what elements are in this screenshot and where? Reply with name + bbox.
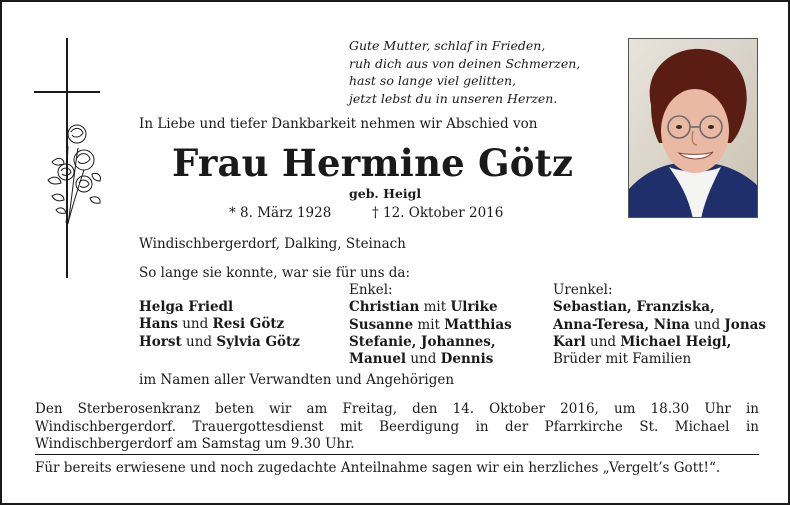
joiner: und [406, 351, 441, 368]
maiden-name: geb. Heigl [349, 186, 422, 201]
list-item [349, 317, 512, 334]
list-item [349, 334, 512, 351]
grandchildren-list [349, 282, 512, 368]
poem-line: jetzt lebst du in unseren Herzen. [349, 90, 558, 106]
cross-with-roses-icon [32, 38, 132, 280]
child-name: Helga Friedl [139, 299, 234, 315]
joiner: mit [413, 316, 445, 333]
closing-family-line: im Namen aller Verwandten und Angehörigen [139, 372, 455, 388]
partner-name: Dennis [440, 351, 494, 368]
deceased-name: Frau Hermine Götz [172, 141, 574, 185]
partner-name: Sylvia Götz [216, 333, 300, 350]
family-intro: So lange sie konnte, war sie für uns da: [139, 265, 411, 281]
places: Windischbergerdorf, Dalking, Steinach [139, 236, 406, 252]
partner-name: Jonas [724, 316, 766, 333]
poem-line: hast so lange viel gelitten, [349, 73, 516, 88]
great-grandchild-name: Karl [553, 333, 586, 350]
thanks-text: Für bereits erwiesene und noch zugedachte Anteilnahme sagen wir ein herzliches „Vergelt’s Gott!“. [35, 460, 721, 476]
list-item [553, 334, 766, 351]
poem-line: ruh dich aus von deinen Schmerzen, [349, 55, 581, 71]
joiner: und [689, 316, 725, 333]
list-heading: Urenkel: [553, 282, 613, 298]
siblings-line: Brüder mit Familien [553, 351, 692, 368]
joiner: mit [419, 299, 451, 316]
list-item [553, 317, 766, 334]
service-details: Den Sterberosenkranz beten wir am Freitag, den 14. Oktober 2016, um 18.30 Uhr in Windischbergerdorf. Trauergottesdienst mit Beerdigung in der Pfarrkirche St. Michael in Windischbergerdorf am Samstag um 9.30 Uhr. [35, 401, 759, 452]
portrait-image [629, 39, 758, 218]
partner-name: Michael Heigl, [620, 333, 732, 350]
partner-name: Resi Götz [212, 316, 285, 333]
poem [349, 37, 580, 107]
children-list [139, 299, 300, 351]
poem-line: Gute Mutter, schlaf in Frieden, [349, 38, 546, 53]
great-grandchild-name: Sebastian, Franziska, [553, 299, 715, 316]
joiner: und [585, 333, 621, 350]
list-item [139, 299, 300, 316]
list-item [139, 334, 300, 351]
list-item [139, 316, 300, 333]
list-heading: Enkel: [349, 282, 393, 298]
list-item [349, 351, 512, 368]
joiner: und [177, 316, 213, 333]
grandchild-name: Susanne [349, 316, 414, 333]
grandchild-name: Stefanie, Johannes, [349, 333, 496, 350]
intro-text: In Liebe und tiefer Dankbarkeit nehmen wir Abschied von [139, 116, 538, 132]
divider [35, 454, 759, 455]
great-grandchild-name: Anna-Teresa, Nina [553, 316, 690, 333]
joiner: und [181, 333, 217, 350]
list-item [349, 299, 512, 316]
partner-name: Matthias [444, 316, 512, 333]
child-name: Horst [139, 333, 182, 350]
portrait-photo [628, 38, 758, 218]
great-grandchildren-list [553, 282, 766, 368]
birth-date: * 8. März 1928 [229, 205, 332, 221]
death-date: † 12. Oktober 2016 [372, 205, 504, 221]
grandchild-name: Manuel [349, 351, 407, 368]
list-item [553, 299, 766, 316]
grandchild-name: Christian [349, 299, 420, 316]
child-name: Hans [139, 316, 178, 333]
partner-name: Ulrike [450, 299, 498, 316]
